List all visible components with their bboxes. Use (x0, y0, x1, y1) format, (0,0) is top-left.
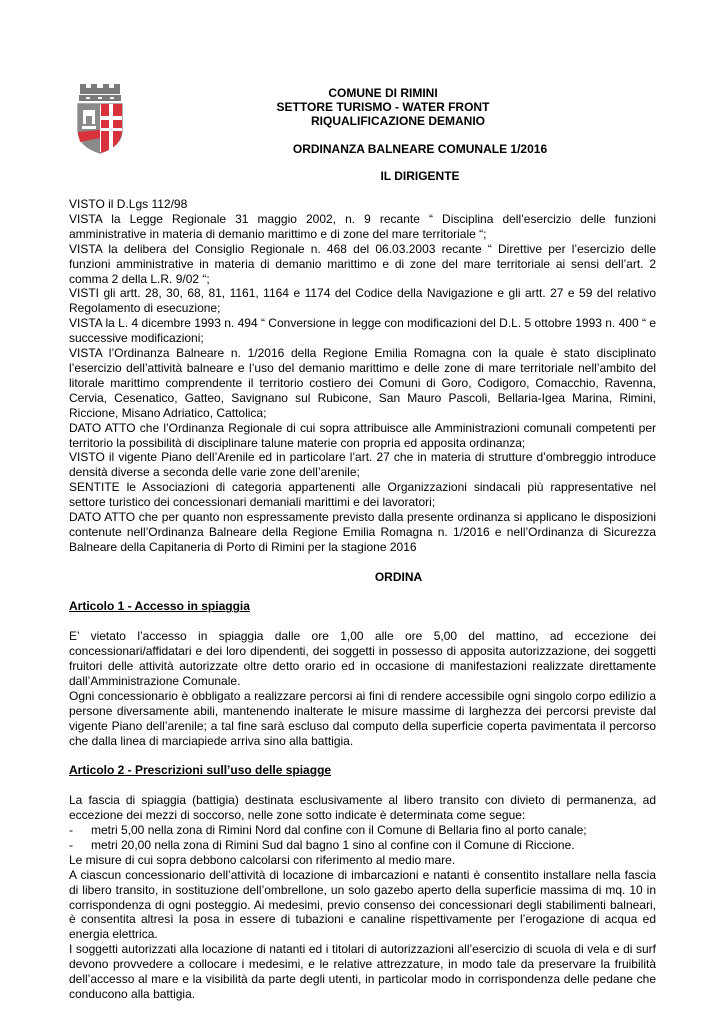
premise-paragraph: DATO ATTO che per quanto non espressamente previsto dalla presente ordinanza si applicano le disposizioni contenute nell’Ordinanza Balneare della Regione Emilia Romagna n. 1/2016 e nell’Ordinanza di Sicurezza Balneare della Capitaneria di Porto di Rimini per la stagione 2016 (69, 510, 656, 554)
header-settore: SETTORE TURISMO - WATER FRONT (276, 100, 490, 114)
article-2-intro: La fascia di spiaggia (battigia) destinata esclusivamente al libero transito con divieto di permanenza, ad eccezione dei mezzi di soccorso, nelle zone sotto indicate è determinata come segue: (69, 793, 656, 823)
bullet-text: metri 5,00 nella zona di Rimini Nord dal confine con il Comune di Bellaria fino al porto canale; (91, 822, 587, 837)
document-header (200, 86, 566, 128)
premise-paragraph: VISTA la L. 4 dicembre 1993 n. 494 “ Conversione in legge con modificazioni del D.L. 5 ottobre 1993 n. 400 “ e successive modificazioni; (69, 316, 656, 346)
article-2-title: Articolo 2 - Prescrizioni sull’uso delle spiagge (69, 763, 332, 778)
header-riqualificazione: RIQUALIFICAZIONE DEMANIO (311, 114, 485, 128)
article-2-paragraph: I soggetti autorizzati alla locazione di natanti ed i titolari di autorizzazioni all’esercizio di scuola di vela e di surf devono provvedere a collocare i medesimi, e le relative attrezzature, in modo tale da preservare la fruibilità dell’accesso al mare e la visibilità da parte degli utenti, in particolar modo in corrispondenza delle pedane che conducono alla battigia. (69, 942, 656, 1001)
bullet-text: metri 20,00 nella zona di Rimini Sud dal bagno 1 sino al confine con il Comune di Riccione. (91, 837, 575, 852)
dirigente-heading: IL DIRIGENTE (380, 169, 460, 183)
premise-paragraph: SENTITE le Associazioni di categoria appartenenti alle Organizzazioni sindacali più rappresentative nel settore turistico dei concessionari demaniali marittimi e dei lavoratori; (69, 480, 656, 510)
premise-paragraph: VISTO il D.Lgs 112/98 (69, 197, 188, 211)
bullet-marker: - (69, 837, 73, 852)
rimini-coat-of-arms-icon (76, 80, 124, 154)
document-body (69, 197, 656, 1002)
premise-paragraph: VISTA l’Ordinanza Balneare n. 1/2016 della Regione Emilia Romagna con la quale è stato disciplinato l’esercizio dell’attività balneare e l’uso del demanio marittimo e delle zone di mare territoriale nell’ambito del litorale marittimo comprendente il territorio costiero dei Comuni di Goro, Codigoro, Comacchio, Ravenna, Cervia, Cesenatico, Gatteo, Savignano sul Rubicone, San Mauro Pascoli, Bellaria-Igea Marina, Rimini, Riccione, Misano Adriatico, Cattolica; (69, 346, 656, 420)
premise-paragraph: VISTA la Legge Regionale 31 maggio 2002, n. 9 recante “ Disciplina dell’esercizio delle funzioni amministrative in materia di demanio marittimo e di zone del mare territoriale “; (69, 211, 656, 241)
article-2-bullet (69, 823, 656, 838)
header-comune: COMUNE DI RIMINI (328, 86, 438, 100)
article-1-paragraph: Ogni concessionario è obbligato a realizzare percorsi ai fini di rendere accessibile ogni singolo corpo edilizio a persone diversamente abili, mantenendo inalterate le misure massime di larghezza dei percorsi previste dal vigente Piano dell’arenile; a tal fine sarà escluso dal computo della superficie coperta pavimentata il percorso che dalla linea di marciapiede arriva sino alla battigia. (69, 688, 656, 748)
premise-paragraph: VISTO il vigente Piano dell’Arenile ed in particolare l’art. 27 che in materia di strutture d’ombreggio introduce densità diverse a seconda delle varie zone dell’arenile; (69, 450, 656, 480)
ordinanza-title: ORDINANZA BALNEARE COMUNALE 1/2016 (292, 142, 548, 156)
premise-paragraph: VISTI gli artt. 28, 30, 68, 81, 1161, 1164 e 1174 del Codice della Navigazione e gli artt. 27 e 59 del relativo Regolamento di esecuzione; (69, 286, 656, 316)
article-1-title: Articolo 1 - Accesso in spiaggia (69, 599, 250, 614)
article-2-paragraph: A ciascun concessionario dell’attività di locazione di imbarcazioni e natanti è consentito installare nella fascia di libero transito, in sostituzione dell’ombrellone, un solo gazebo aperto della superficie massima di mq. 10 in corrispondenza di ogni posteggio. Ai medesimi, previo consenso dei concessionari degli stabilimenti balneari, è consentita altresì la posa in essere di tubazioni e canaline rispettivamente per l’erogazione di acqua ed energia elettrica. (69, 867, 656, 942)
article-1-paragraph: E’ vietato l’accesso in spiaggia dalle ore 1,00 alle ore 5,00 del mattino, ad eccezione dei concessionari/affidatari e dei loro dipendenti, dei soggetti in possesso di apposita autorizzazione, dei soggetti fruitori delle attività autorizzate oltre detto orario ed in occasione di manifestazioni realizzate direttamente dall’Amministrazione Comunale. (69, 629, 656, 688)
premise-paragraph: VISTA la delibera del Consiglio Regionale n. 468 del 06.03.2003 recante “ Direttive per l’esercizio delle funzioni amministrative in materia di demanio marittimo e di zone del mare territoriale ai sensi dell’art. 2 comma 2 della L.R. 9/02 “; (69, 241, 656, 286)
ordina-heading: ORDINA (374, 569, 423, 584)
article-2-bullet (69, 838, 656, 853)
article-2-paragraph: Le misure di cui sopra debbono calcolarsi con riferimento al medio mare. (69, 852, 456, 867)
premise-paragraph: DATO ATTO che l’Ordinanza Regionale di cui sopra attribuisce alle Amministrazioni comunali competenti per territorio la possibilità di disciplinare talune materie con propria ed apposita ordinanza; (69, 420, 656, 450)
bullet-marker: - (69, 822, 73, 837)
